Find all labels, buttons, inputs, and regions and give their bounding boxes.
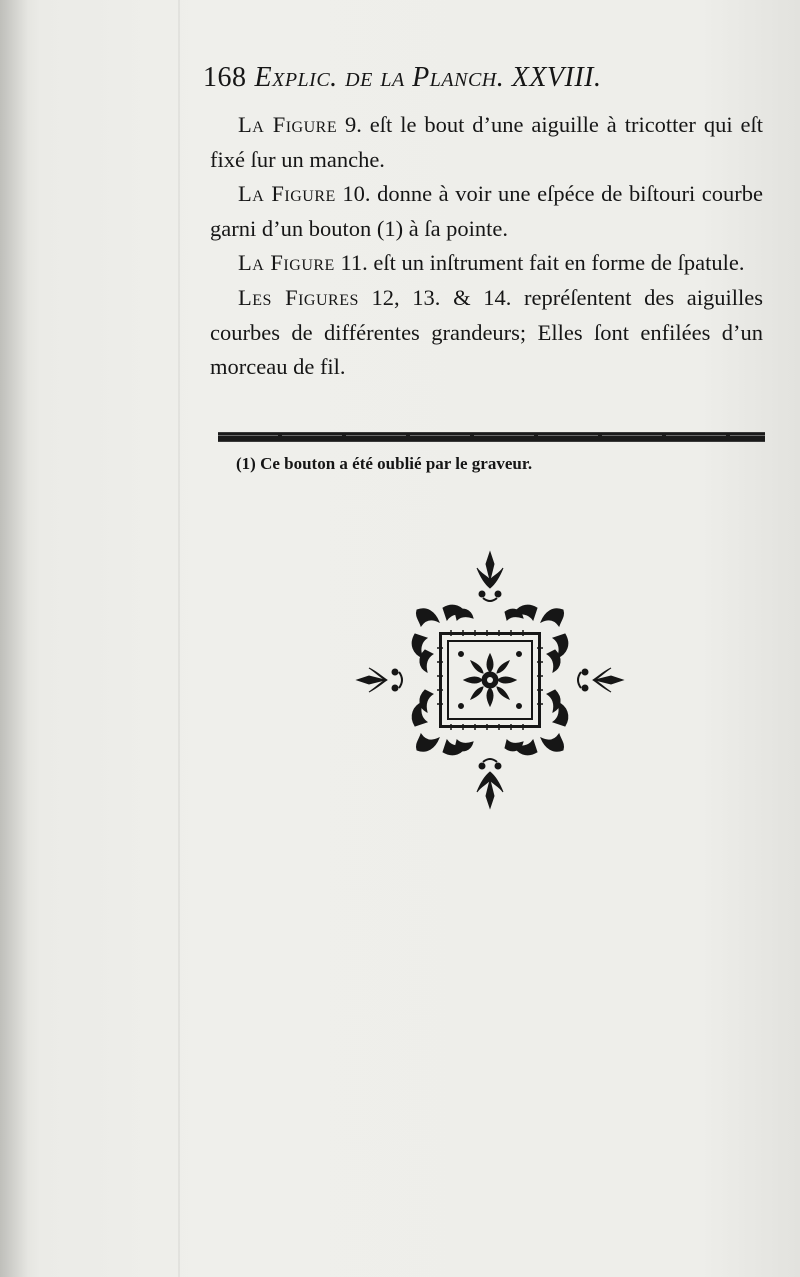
paragraph — [210, 177, 763, 246]
central-rosette — [459, 652, 522, 709]
fleuron-ornament-icon — [355, 550, 625, 810]
finial-right — [578, 668, 623, 692]
running-title: Explic. de la Planch. XXVIII. — [254, 62, 602, 93]
paragraph-lead: La Figure — [238, 250, 335, 276]
gutter-shadow — [0, 0, 28, 1277]
paragraph-text: 11. eſt un inſtrument fait en forme de ſpatule. — [334, 250, 745, 276]
finial-bottom — [477, 759, 503, 808]
paragraph-lead: Les Figures — [238, 284, 359, 310]
running-header — [203, 62, 763, 94]
page-fold — [178, 0, 180, 1277]
body-text — [210, 108, 763, 385]
paragraph-text: 12, 13. & 14. repréſentent des aiguilles courbes de différentes grandeurs; Elles ſont enfilées d’un morceau de fil. — [210, 284, 763, 380]
paragraph-text: 9. eſt le bout d’une aiguille à tricotter qui eſt fixé ſur un manche. — [210, 112, 763, 172]
footnote-rule — [218, 432, 765, 442]
paragraph — [210, 281, 763, 385]
finial-left — [357, 668, 402, 692]
page-number: 168 — [203, 62, 247, 93]
paragraph-lead: La Figure — [238, 181, 336, 207]
paragraph-lead: La Figure — [238, 112, 338, 137]
finial-top — [477, 552, 503, 601]
footnote: (1) Ce bouton a été oublié par le graveur. — [236, 454, 533, 473]
paragraph — [210, 108, 763, 177]
paragraph-text: 10. donne à voir une eſpéce de biſtouri courbe garni d’un bouton (1) à ſa pointe. — [210, 181, 763, 241]
paragraph — [210, 246, 763, 281]
